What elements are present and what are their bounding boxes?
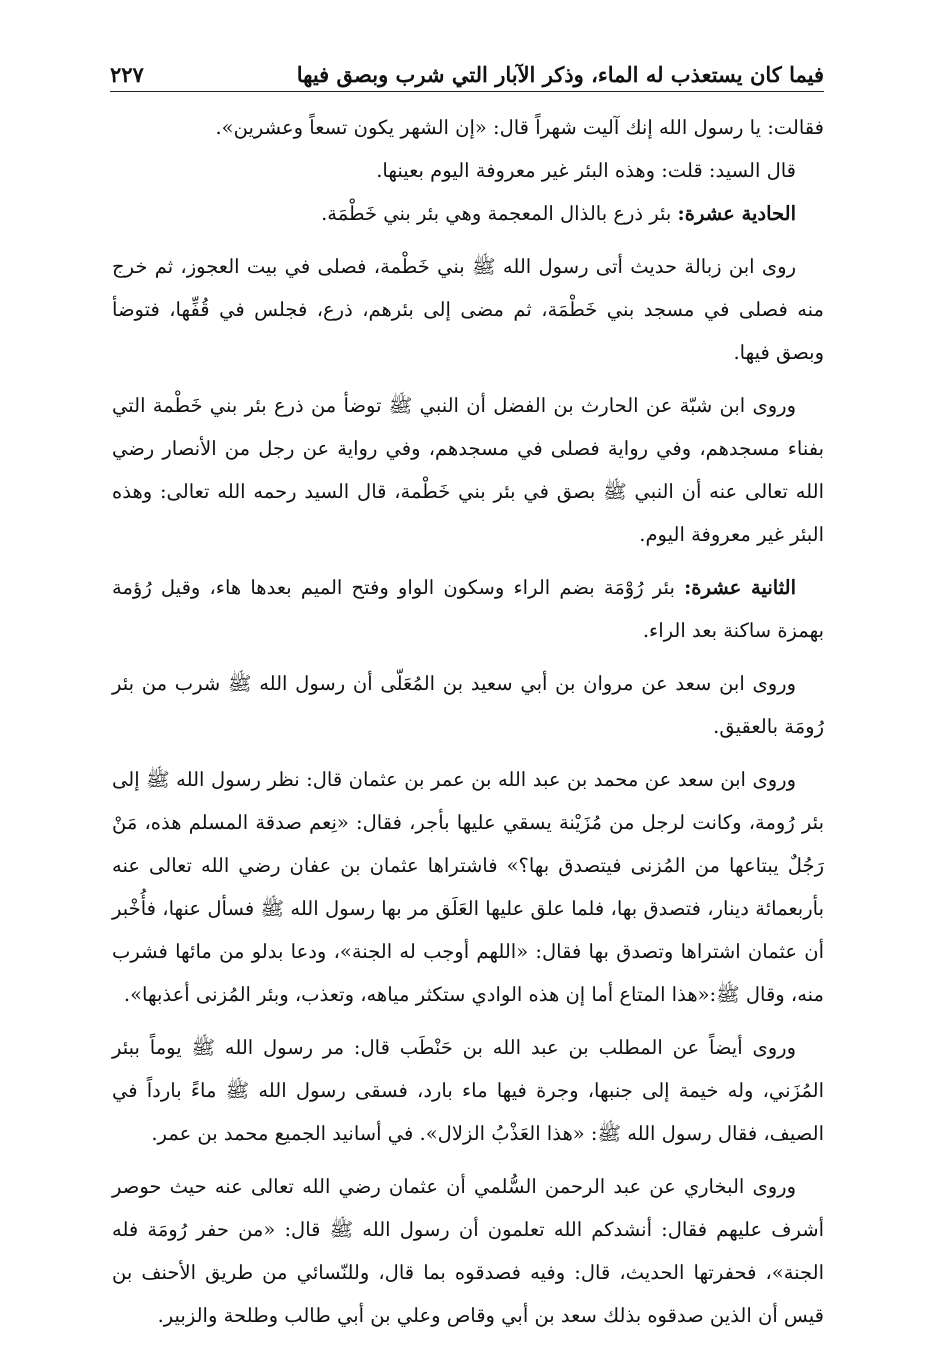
paragraph-9: وروى أيضاً عن المطلب بن عبد الله بن حَنْطَب قال: مر رسول الله ﷺ يوماً ببئر المُزَني، وله خيمة إلى جنبها، وجرة فيها ماء بارد، فسقى رسول الله ﷺ ماءً بارداً في الصيف، فقال رسول الله ﷺ: «هذا العَذْبُ الزلال». في أسانيد الجميع محمد بن عمر. (112, 1036, 824, 1145)
paragraph-3: الحادية عشرة: بئر ذرع بالذال المعجمة وهي بئر بني خَطْمَة. (321, 202, 796, 225)
paragraph-8: وروى ابن سعد عن محمد بن عبد الله بن عمر بن عثمان قال: نظر رسول الله ﷺ إلى بئر رُومة، وكانت لرجل من مُزَيْنة يسقي عليها بأجر، فقال: «نِعم صدقة المسلم هذه، مَنْ رَجُلٌ يبتاعها من المُزنى فيتصدق بها؟» فاشتراها عثمان بن عفان رضي الله تعالى عنه بأربعمائة دينار، فتصدق بها، فلما علق عليها العَلَق مر بها رسول الله ﷺ فسأل عنها، فأُخْبر أن عثمان اشتراها وتصدق بها فقال: «اللهم أوجب له الجنة»، ودعا بدلو من مائها فشرب منه، وقال ﷺ:«هذا المتاع أما إن هذه الوادي ستكثر مياهه، وتعذب، وبئر المُزنى أعذبها». (112, 768, 824, 1006)
paragraph-2: قال السيد: قلت: وهذه البئر غير معروفة اليوم بعينها. (376, 159, 796, 182)
paragraph-10: وروى البخاري عن عبد الرحمن السُّلمي أن عثمان رضي الله تعالى عنه حيث حوصر أشرف عليهم فقال: أنشدكم الله تعلمون أن رسول الله ﷺ قال: «من حفر رُومَة فله الجنة»، فحفرتها الحديث، قال: وفيه فصدقوه بما قال، وللنّسائي من طريق الأحنف بن قيس أن الذين صدقوه بذلك سعد بن أبي وقاص وعلي بن أبي طالب وطلحة والزبير. (112, 1175, 824, 1327)
running-header (110, 52, 824, 92)
paragraph-5: وروى ابن شبّة عن الحارث بن الفضل أن النبي ﷺ توضأ من ذرع بئر بني خَطْمة التي بفناء مسجدهم، وفي رواية فصلى في مسجدهم، وفي رواية عن رجل من الأنصار رضي الله تعالى عنه أن النبي ﷺ بصق في بئر بني خَطْمة، قال السيد رحمه الله تعالى: وهذه البئر غير معروفة اليوم. (112, 394, 824, 546)
paragraph-7: وروى ابن سعد عن مروان بن أبي سعيد بن المُعَلّى أن رسول الله ﷺ شرب من بئر رُومَة بالعقيق. (112, 672, 824, 738)
header-title: فيما كان يستعذب له الماء، وذكر الآبار التي شرب وبصق فيها (296, 62, 824, 87)
page-body (112, 106, 824, 1337)
paragraph-4: روى ابن زبالة حديث أتى رسول الله ﷺ بني خَطْمة، فصلى في بيت العجوز، ثم خرج منه فصلى في مسجد بني خَطْمَة، ثم مضى إلى بئرهم، ذرع، فجلس في قُفِّها، فتوضأ وبصق فيها. (112, 255, 824, 364)
section-heading: الحادية عشرة: (677, 202, 796, 225)
page-number: ٢٢٧ (110, 62, 144, 87)
paragraph-1: فقالت: يا رسول الله إنك آليت شهراً قال: «إن الشهر يكون تسعاً وعشرين». (215, 116, 824, 139)
paragraph-6: الثانية عشرة: بئر رُوْمَة بضم الراء وسكون الواو وفتح الميم بعدها هاء، وقيل رُؤمة بهمزة ساكنة بعد الراء. (112, 576, 824, 642)
section-heading: الثانية عشرة: (684, 576, 796, 599)
